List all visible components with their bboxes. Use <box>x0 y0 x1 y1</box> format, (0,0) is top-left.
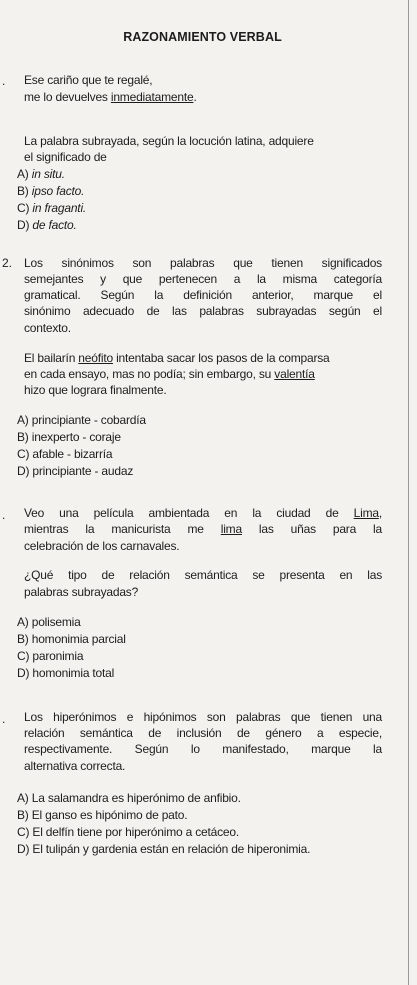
q1-prompt-line1: La palabra subrayada, según la locución latina, adquiere <box>24 134 314 148</box>
q3-underlined-word-1: Lima <box>353 506 379 520</box>
q3-sentence-text: , <box>378 506 382 520</box>
q2-sentence-text: intentaba sacar los pasos de la comparsa <box>112 351 330 365</box>
q3-sentence-text: Veo una película ambientada en la ciudad de <box>24 506 354 520</box>
q2-sentence-text: en cada ensayo, mas no podía; sin embargo, su <box>24 367 275 381</box>
q1-stem-line2 <box>24 89 197 105</box>
q2-sentence-line2 <box>24 366 315 382</box>
q1-option-c-text: in fraganti. <box>32 201 87 215</box>
q1-option-b-text: ipso facto. <box>31 184 85 198</box>
q2-option-d: D) principiante - audaz <box>17 464 134 478</box>
q1-prompt-line2: el significado de <box>24 150 107 164</box>
q3-option-d: D) homonimia total <box>17 666 115 680</box>
q2-underlined-word-2: valentía <box>274 367 315 381</box>
q3-underlined-word-2: lima <box>220 522 242 536</box>
q4-intro-line2: relación semántica de inclusión de género a especie, <box>24 726 382 740</box>
q1-option-a-text: in situ. <box>31 167 65 181</box>
q1-option-a-letter: A) <box>17 167 29 181</box>
q4-intro-line1: Los hiperónimos e hipónimos son palabras que tienen una <box>24 710 382 724</box>
q2-number: 2. <box>2 256 13 270</box>
q2-option-c: C) afable - bizarría <box>17 447 113 461</box>
q2-option-a: A) principiante - cobardía <box>17 413 146 427</box>
q4-intro-line3: respectivamente. Según lo manifestado, marque la <box>24 742 382 756</box>
q3-sentence-line3: celebración de los carnavales. <box>24 539 180 553</box>
q2-underlined-word-1: neófito <box>78 351 113 365</box>
q4-option-b: B) El ganso es hipónimo de pato. <box>17 808 188 822</box>
q3-option-a: A) polisemia <box>17 615 81 629</box>
q4-option-c: C) El delfín tiene por hiperónimo a cetáceo. <box>17 825 239 839</box>
page-edge-line <box>408 0 409 985</box>
q3-question-line2: palabras subrayadas? <box>24 585 139 599</box>
q2-intro-line1: Los sinónimos son palabras que tienen significados <box>24 256 382 270</box>
q1-stem-text: me lo devuelves <box>24 90 111 104</box>
q2-sentence-line3: hizo que lograra finalmente. <box>24 383 167 397</box>
q2-intro-line3: gramatical. Según la definición anterior, marque el <box>24 288 382 302</box>
q1-option-b-letter: B) <box>17 184 29 198</box>
q4-option-a: A) La salamandra es hiperónimo de anfibio. <box>17 791 241 805</box>
q3-question-line1: ¿Qué tipo de relación semántica se presenta en las <box>24 568 382 582</box>
q3-sentence-line2 <box>24 522 382 538</box>
q4-option-d: D) El tulipán y gardenia están en relación de hiperonimia. <box>17 842 311 856</box>
q1-underlined-word: inmediatamente <box>110 90 194 104</box>
q1-stem-line1: Ese cariño que te regalé, <box>24 73 153 87</box>
q4-intro-line4: alternativa correcta. <box>24 759 126 773</box>
q2-intro-line2: semejantes y que pertenecen a la misma categoría <box>24 272 382 286</box>
q2-sentence-text: El bailarín <box>24 351 79 365</box>
q2-option-b: B) inexperto - coraje <box>17 430 121 444</box>
q3-number: . <box>2 508 6 522</box>
q3-sentence-text: las uñas para la <box>241 522 382 536</box>
q3-option-c: C) paronimia <box>17 649 84 663</box>
q1-option-b <box>17 183 84 199</box>
q3-sentence-line1 <box>24 506 382 522</box>
q3-sentence-text: mientras la manicurista me <box>24 522 221 536</box>
q1-option-d-letter: D) <box>17 218 30 232</box>
q1-option-d-text: de facto. <box>32 218 77 232</box>
q1-number: . <box>2 74 6 88</box>
q1-option-d <box>17 217 77 233</box>
q1-option-c <box>17 200 86 216</box>
q2-intro-line4: sinónimo adecuado de las palabras subrayadas según el <box>24 304 382 318</box>
q2-intro-line5: contexto. <box>24 321 71 335</box>
q4-number: . <box>2 712 6 726</box>
q2-sentence-line1 <box>24 350 330 366</box>
q1-option-c-letter: C) <box>17 201 30 215</box>
page-title: RAZONAMIENTO VERBAL <box>123 30 282 44</box>
q3-option-b: B) homonimia parcial <box>17 632 126 646</box>
q1-option-a <box>17 166 65 182</box>
q1-stem-period: . <box>193 90 197 104</box>
